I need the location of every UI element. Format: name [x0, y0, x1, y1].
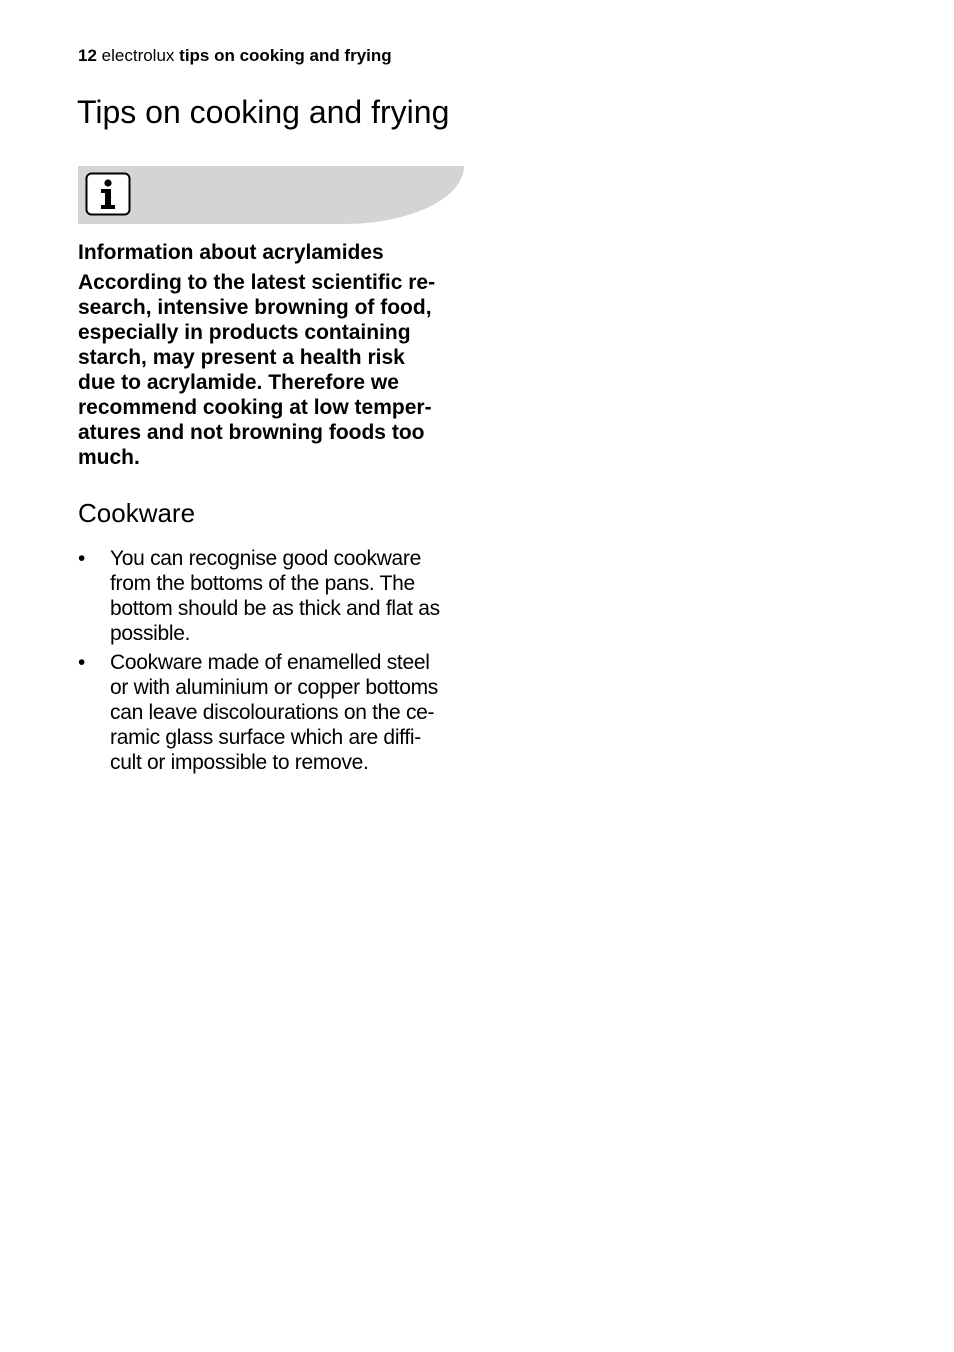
- page-title: Tips on cooking and frying: [77, 94, 450, 130]
- list-item-line: ramic glass surface which are diffi-: [110, 726, 421, 749]
- list-item: [78, 546, 478, 646]
- list-item: [78, 650, 478, 775]
- cookware-list: [78, 546, 478, 779]
- list-item-line: or with aluminium or copper bottoms: [110, 676, 438, 699]
- info-body-line: recommend cooking at low temper-: [78, 396, 432, 419]
- brand-name: electrolux: [101, 46, 175, 65]
- list-item-line: possible.: [110, 622, 191, 645]
- list-item-line: from the bottoms of the pans. The: [110, 572, 415, 595]
- info-body-line: due to acrylamide. Therefore we: [78, 371, 399, 394]
- running-header: [78, 46, 392, 66]
- cookware-heading: Cookware: [78, 498, 196, 528]
- list-item-line: cult or impossible to remove.: [110, 751, 369, 774]
- info-heading: Information about acrylamides: [78, 241, 384, 264]
- list-item-line: You can recognise good cookware: [110, 547, 421, 570]
- info-body-line: According to the latest scientific re-: [78, 271, 436, 294]
- information-icon: [85, 172, 131, 216]
- info-body-line: search, intensive browning of food,: [78, 296, 432, 319]
- info-body-line: atures and not browning foods too: [78, 421, 425, 444]
- list-item-line: Cookware made of enamelled steel: [110, 651, 430, 674]
- bullet: •: [78, 651, 86, 674]
- info-body-line: much.: [78, 446, 140, 469]
- bullet: •: [78, 547, 86, 570]
- section-name: tips on cooking and frying: [179, 46, 392, 65]
- list-item-line: can leave discolourations on the ce-: [110, 701, 435, 724]
- list-item-line: bottom should be as thick and flat as: [110, 597, 440, 620]
- page-number: 12: [78, 46, 97, 65]
- info-body-line: especially in products containing: [78, 321, 411, 344]
- info-banner: [78, 166, 464, 224]
- info-body-line: starch, may present a health risk: [78, 346, 405, 369]
- acrylamide-info: [78, 240, 468, 470]
